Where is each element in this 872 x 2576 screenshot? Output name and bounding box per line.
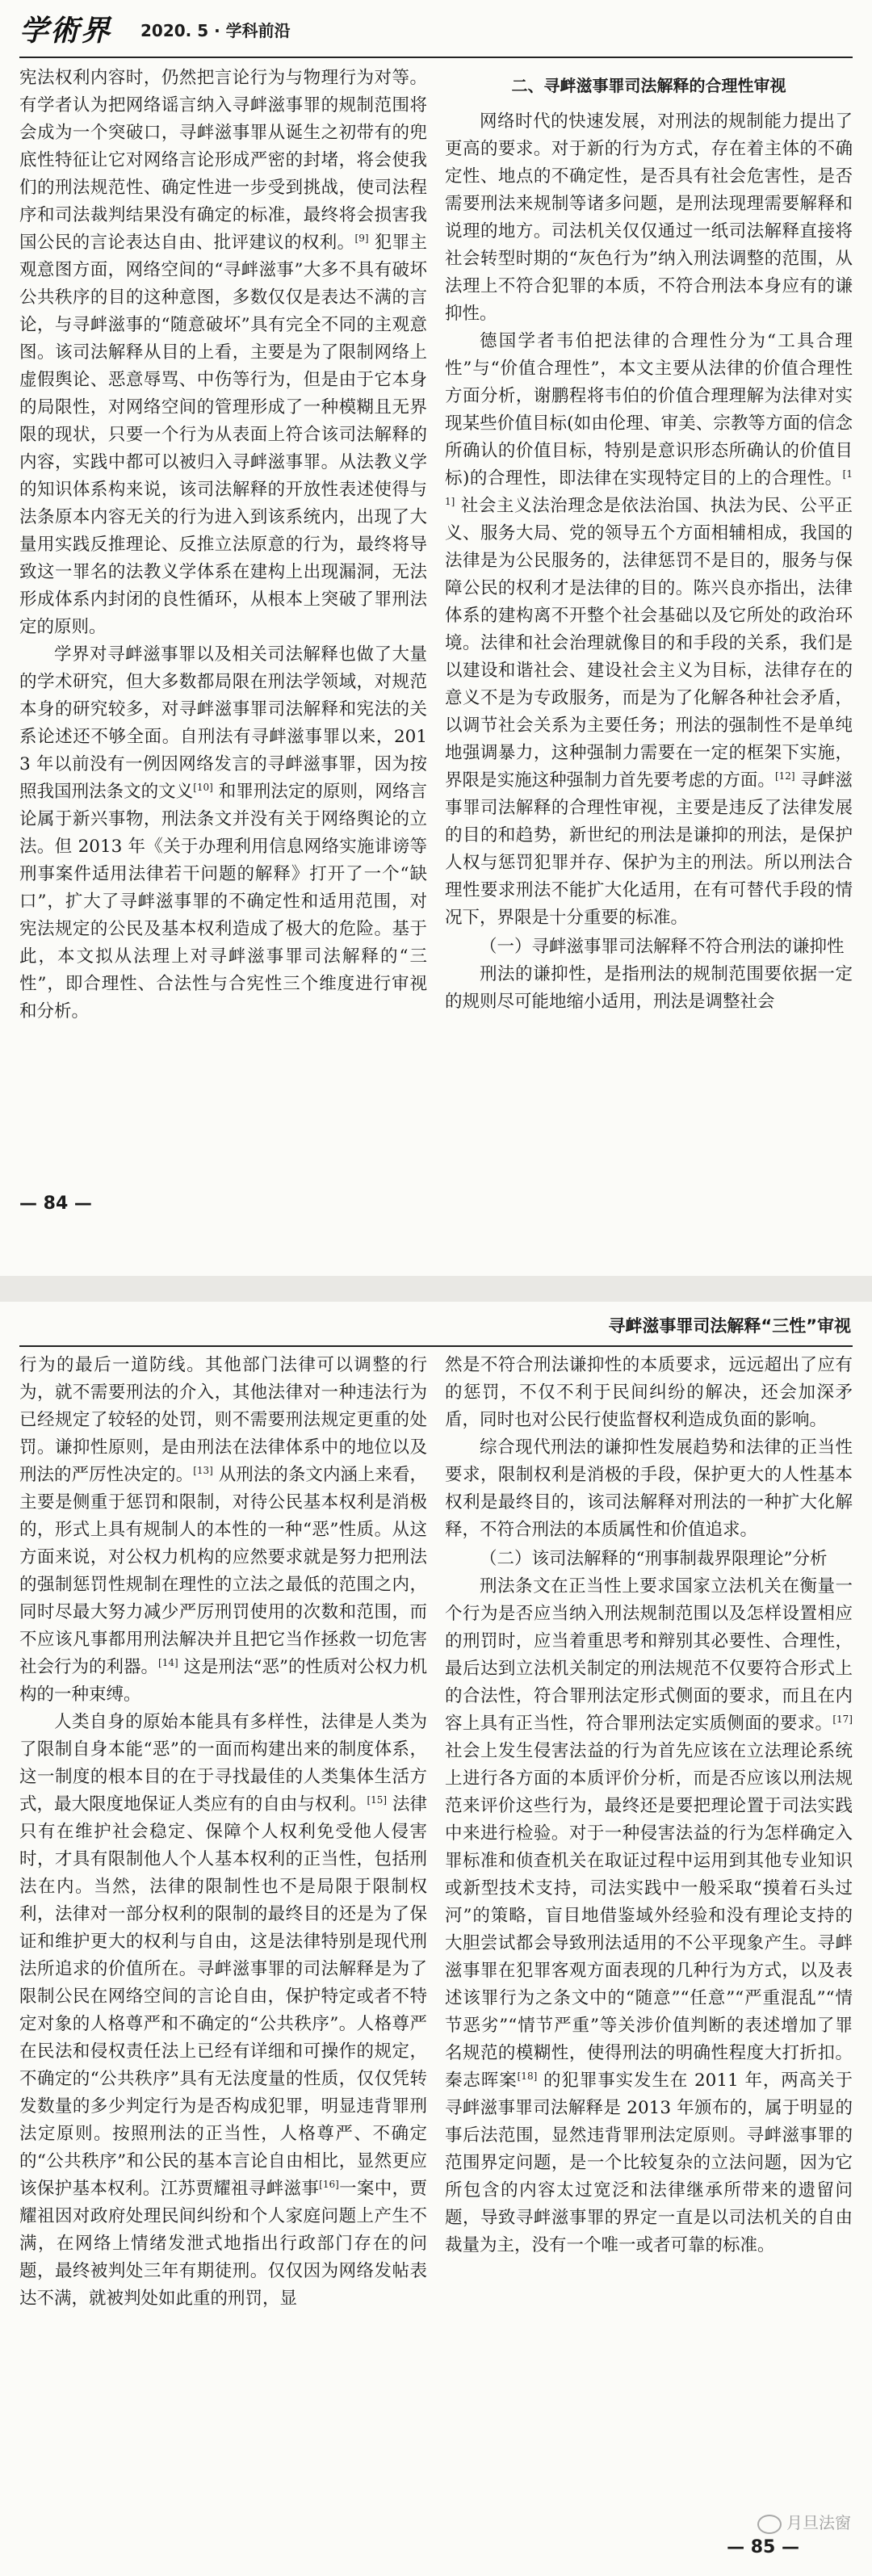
wechat-icon xyxy=(757,2515,782,2534)
page-number: — 85 — xyxy=(727,2537,799,2557)
subsection-heading: （一）寻衅滋事罪司法解释不符合刑法的谦抑性 xyxy=(480,937,845,957)
body-paragraph: 刑法条文在正当性上要求国家立法机关在衡量一个行为是否应当纳入刑法规制范围以及怎样设置相应的刑罚时，应当着重思考和辩别其必要性、合理性，最后达到立法机关制定的刑法规范不仅要符合形式上的合法性，符合罪刑法定形式侧面的要求，而且在内容上具有正当性，符合罪刑法定实质侧面的要求。[17] 社会上发生侵害法益的行为首先应该在立法理论系统上进行各方面的本质评价分析，而是否应该以刑法规范来评价这些行为，最终还是要把理论置于司法实践中来进行检验。对于一种侵害法益的行为怎样确定入罪标准和侦查机关在取证过程中运用到其他专业知识或新型技术支持，司法实践中一般采取“摸着石头过河”的策略，盲目地借鉴域外经验和没有理论支持的大胆尝试都会导致刑法适用的不公平现象产生。寻衅滋事罪在犯罪客观方面表现的几种行为方式，以及表述该罪行为之条文中的“随意”“任意”“严重混乱”“情节恶劣”“情节严重”等关涉价值判断的表述增加了罪名规范的模糊性，使得刑法的明确性程度大打折扣。秦志晖案[18] 的犯罪事实发生在 2011 年，两高关于寻衅滋事罪司法解释是 2013 年颁布的，属于明显的事后法范围，显然违背罪刑法定原则。寻衅滋事罪的范围界定问题，是一个比较复杂的立法问题，因为它所包含的内容太过宽泛和法律继承所带来的遗留问题，导致寻衅滋事罪的界定一直是以司法机关的自由裁量为主，没有一个唯一或者可靠的标准。 xyxy=(445,1576,853,2255)
issue-label: 2020. 5 · 学科前沿 xyxy=(140,21,291,40)
left-column xyxy=(19,1352,427,2563)
body-paragraph: 网络时代的快速发展，对刑法的规制能力提出了更高的要求。对于新的行为方式，存在着主体的不确定性、地点的不确定性，是否具有社会危害性，是否需要刑法来规制等诸多问题，是刑法现理需要解释和说理的地方。司法机关仅仅通过一纸司法解释直接将社会转型时期的“灰色行为”纳入刑法调整的范围，从法理上不符合犯罪的本质，不符合刑法本身应有的谦抑性。 xyxy=(445,111,853,324)
body-paragraph: 综合现代刑法的谦抑性发展趋势和法律的正当性要求，限制权利是消极的手段，保护更大的人性基本权利是最终目的，该司法解释对刑法的一种扩大化解释，不符合刑法的本质属性和价值追求。 xyxy=(445,1437,853,1540)
journal-logo: 学術界 xyxy=(19,15,112,48)
running-header: 寻衅滋事罪司法解释“三性”审视 xyxy=(608,1316,851,1336)
header-rule xyxy=(19,1345,853,1347)
body-paragraph: 然是不符合刑法谦抑性的本质要求，远远超出了应有的惩罚，不仅不利于民间纠纷的解决，还会加深矛盾，同时也对公民行使监督权利造成负面的影响。 xyxy=(445,1355,853,1430)
right-column xyxy=(445,65,853,1268)
body-paragraph: 刑法的谦抑性，是指刑法的规制范围要依据一定的规则尽可能地缩小适用，刑法是调整社会 xyxy=(445,964,853,1012)
journal-page-85 xyxy=(0,1302,872,2576)
body-paragraph: 宪法权利内容时，仍然把言论行为与物理行为对等。有学者认为把网络谣言纳入寻衅滋事罪的规制范围将会成为一个突破口，寻衅滋事罪从诞生之初带有的兜底性特征让它对网络言论形成严密的封堵，将会使我们的刑法规范性、确定性进一步受到挑战，使司法程序和司法裁判结果没有确定的标准，最终将会损害我国公民的言论表达自由、批评建议的权利。[9] 犯罪主观意图方面，网络空间的“寻衅滋事”大多不具有破坏公共秩序的目的这种意图，多数仅仅是表达不满的言论，与寻衅滋事的“随意破坏”具有完全不同的主观意图。该司法解释从目的上看，主要是为了限制网络上虚假舆论、恶意辱骂、中伤等行为，但是由于它本身的局限性，对网络空间的管理形成了一种模糊且无界限的现状，只要一个行为从表面上符合该司法解释的内容，实践中都可以被归入寻衅滋事罪。从法教义学的知识体系构来说，该司法解释的开放性表述使得与法条原本内容无关的行为进入到该系统内，出现了大量用实践反推理论、反推立法原意的行为，最终将导致这一罪名的法教义学体系在建构上出现漏洞，无法形成体系内封闭的良性循环，从根本上突破了罪刑法定的原则。 xyxy=(19,68,427,637)
journal-page-84 xyxy=(0,0,872,1276)
left-column xyxy=(19,65,427,1191)
body-paragraph: 人类自身的原始本能具有多样性，法律是人类为了限制自身本能“恶”的一面而构建出来的制度体系，这一制度的根本目的在于寻找最佳的人类集体生活方式，最大限度地保证人类应有的自由与权利。[15] 法律只有在维护社会稳定、保障个人权利免受他人侵害时，才具有限制他人个人基本权利的正当性，包括刑法在内。当然，法律的限制性也不是局限于限制权利，法律对一部分权利的限制的最终目的还是为了保证和维护更大的权利与自由，这是法律特别是现代刑法所追求的价值所在。寻衅滋事罪的司法解释是为了限制公民在网络空间的言论自由，保护特定或者不特定对象的人格尊严和不确定的“公共秩序”。人格尊严在民法和侵权责任法上已经有详细和可操作的规定，不确定的“公共秩序”具有无法度量的性质，仅仅凭转发数量的多少判定行为是否构成犯罪，明显违背罪刑法定原则。按照刑法的正当性，人格尊严、不确定的“公共秩序”和公民的基本言论自由相比，显然更应该保护基本权利。江苏贾耀祖寻衅滋事[16]一案中，贾耀祖因对政府处理民间纠纷和个人家庭问题上产生不满，在网络上情绪发泄式地指出行政部门存在的问题，最终被判处三年有期徒刑。仅仅因为网络发帖表达不满，就被判处如此重的刑罚，显 xyxy=(19,1712,427,2309)
wechat-watermark xyxy=(757,2510,851,2534)
section-title: 二、寻衅滋事罪司法解释的合理性审视 xyxy=(511,76,786,95)
body-paragraph: 行为的最后一道防线。其他部门法律可以调整的行为，就不需要刑法的介入，其他法律对一种违法行为已经规定了较轻的处罚，则不需要刑法规定更重的处罚。谦抑性原则，是由刑法在法律体系中的地位以及刑法的严厉性决定的。[13] 从刑法的条文内涵上来看，主要是侧重于惩罚和限制，对待公民基本权利是消极的，形式上具有规制人的本性的一种“恶”性质。从这方面来说，对公权力机构的应然要求就是努力把刑法的强制惩罚性规制在理性的立法之最低的范围之内，同时尽最大努力减少严厉刑罚使用的次数和范围，而不应该凡事都用刑法解决并且把它当作拯救一切危害社会行为的利器。[14] 这是刑法“恶”的性质对公权力机构的一种束缚。 xyxy=(19,1355,427,1705)
subsection-heading: （二）该司法解释的“刑事制裁界限理论”分析 xyxy=(480,1549,828,1569)
page-header xyxy=(19,8,853,55)
header-rule xyxy=(19,57,853,58)
page-number: — 84 — xyxy=(19,1194,92,1214)
right-column xyxy=(445,1352,853,2507)
body-paragraph: 德国学者韦伯把法律的合理性分为“工具合理性”与“价值合理性”，本文主要从法律的价值合理性方面分析，谢鹏程将韦伯的价值合理理解为法律对实现某些价值目标(如由伦理、审美、宗教等方面的信念所确认的价值目标，特别是意识形态所确认的价值目标)的合理性，即法律在实现特定目的上的合理性。[11] 社会主义法治理念是依法治国、执法为民、公平正义、服务大局、党的领导五个方面相辅相成，我国的法律是为公民服务的，法律惩罚不是目的，服务与保障公民的权利才是法律的目的。陈兴良亦指出，法律体系的建构离不开整个社会基础以及它所处的政治环境。法律和社会治理就像目的和手段的关系，我们是以建设和谐社会、建设社会主义为目标，法律存在的意义不是为专政服务，而是为了化解各种社会矛盾，以调节社会关系为主要任务；刑法的强制性不是单纯地强调暴力，这种强制力需要在一定的框架下实施，界限是实施这种强制力首先要考虑的方面。[12] 寻衅滋事罪司法解释的合理性审视，主要是违反了法律发展的目的和趋势，新世纪的刑法是谦抑的刑法，是保护人权与惩罚犯罪并存、保护为主的刑法。所以刑法合理性要求刑法不能扩大化适用，在有可替代手段的情况下，界限是十分重要的标准。 xyxy=(445,331,853,928)
body-paragraph: 学界对寻衅滋事罪以及相关司法解释也做了大量的学术研究，但大多数都局限在刑法学领域，对规范本身的研究较多，对寻衅滋事罪司法解释和宪法的关系论述还不够全面。自刑法有寻衅滋事罪以来，2013 年以前没有一例因网络发言的寻衅滋事罪，因为按照我国刑法条文的文义[10] 和罪刑法定的原则，网络言论属于新兴事物，刑法条文并没有关于网络舆论的立法。但 2013 年《关于办理利用信息网络实施诽谤等刑事案件适用法律若干问题的解释》打开了一个“缺口”，扩大了寻衅滋事罪的不确定性和适用范围，对宪法规定的公民及基本权利造成了极大的危险。基于此，本文拟从法理上对寻衅滋事罪司法解释的“三性”，即合理性、合法性与合宪性三个维度进行审视和分析。 xyxy=(19,644,427,1022)
watermark-text: 月旦法窗 xyxy=(786,2513,851,2532)
